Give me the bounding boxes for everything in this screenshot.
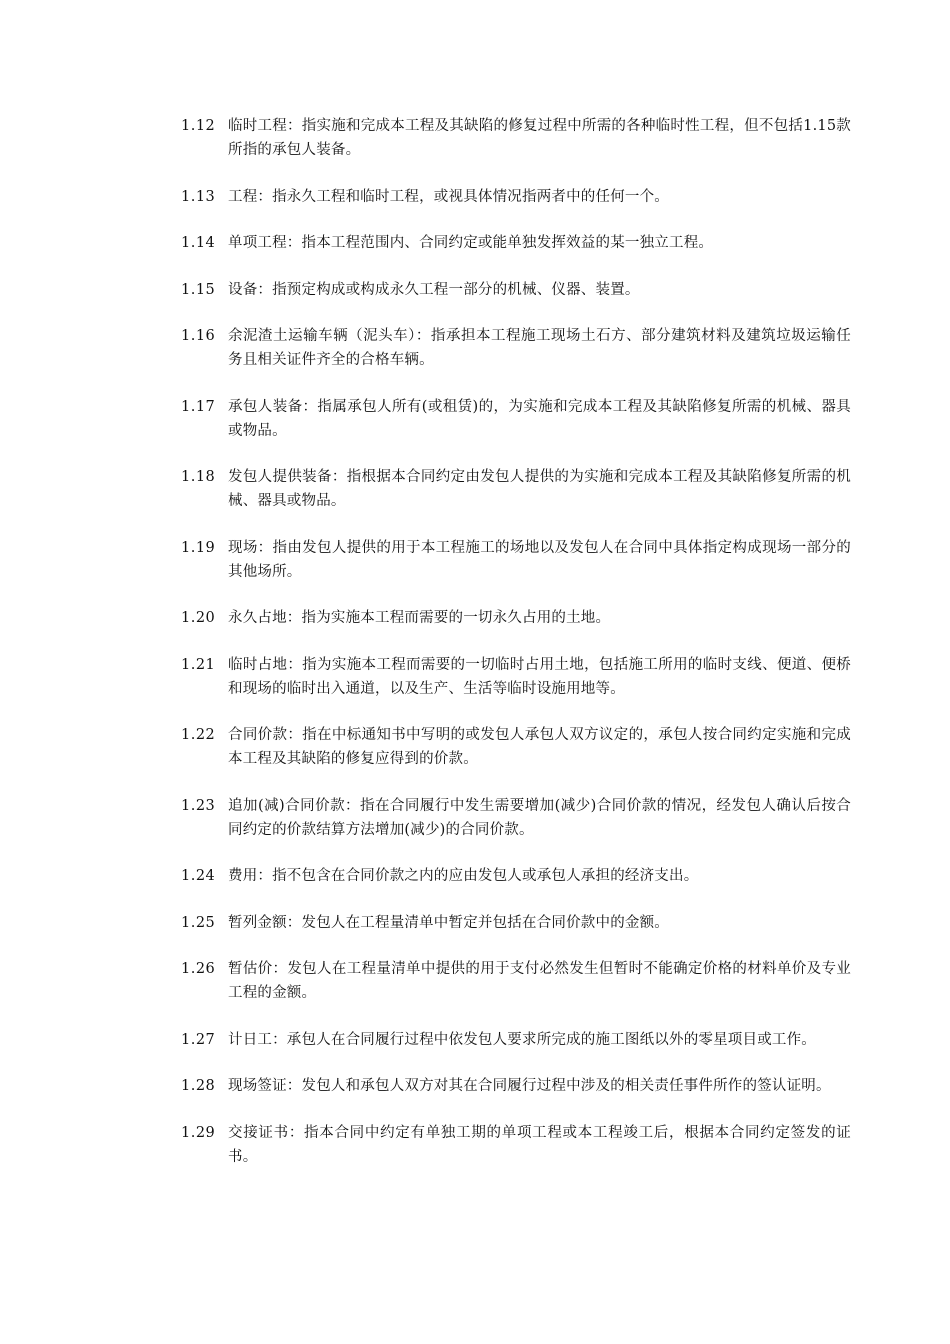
clause-text: 设备：指预定构成或构成永久工程一部分的机械、仪器、装置。	[228, 281, 640, 298]
clause-1-13	[181, 185, 851, 209]
clause-number: 1.25	[181, 914, 216, 931]
clause-text: 计日工：承包人在合同履行过程中依发包人要求所完成的施工图纸以外的零星项目或工作。	[228, 1031, 816, 1048]
clause-1-14	[181, 231, 851, 255]
definitions-list	[181, 114, 851, 1191]
clause-number: 1.21	[181, 656, 216, 673]
clause-text: 承包人装备：指属承包人所有(或租赁)的，为实施和完成本工程及其缺陷修复所需的机械、器具或物品。	[228, 398, 851, 439]
clause-number: 1.18	[181, 469, 216, 485]
clause-number: 1.14	[181, 235, 216, 251]
clause-number: 1.12	[181, 118, 216, 134]
clause-text: 余泥渣土运输车辆（泥头车）：指承担本工程施工现场土石方、部分建筑材料及建筑垃圾运输任务且相关证件齐全的合格车辆。	[228, 328, 851, 368]
clause-number: 1.29	[181, 1124, 216, 1141]
clause-1-21	[181, 653, 851, 701]
clause-text: 临时占地：指为实施本工程而需要的一切临时占用土地，包括施工所用的临时支线、便道、便桥和现场的临时出入通道，以及生产、生活等临时设施用地等。	[228, 656, 851, 697]
clause-text: 发包人提供装备：指根据本合同约定由发包人提供的为实施和完成本工程及其缺陷修复所需的机械、器具或物品。	[228, 469, 851, 509]
clause-text: 临时工程：指实施和完成本工程及其缺陷的修复过程中所需的各种临时性工程，但不包括1.15款所指的承包人装备。	[228, 118, 851, 158]
clause-number: 1.15	[181, 281, 216, 298]
clause-text: 暂列金额：发包人在工程量清单中暂定并包括在合同价款中的金额。	[228, 914, 669, 931]
clause-1-19	[181, 536, 851, 584]
clause-number: 1.20	[181, 610, 216, 626]
clause-1-27	[181, 1028, 851, 1052]
clause-number: 1.26	[181, 961, 216, 977]
clause-text: 现场：指由发包人提供的用于本工程施工的场地以及发包人在合同中具体指定构成现场一部分的其他场所。	[228, 539, 851, 580]
clause-text: 合同价款：指在中标通知书中写明的或发包人承包人双方议定的，承包人按合同约定实施和完成本工程及其缺陷的修复应得到的价款。	[228, 727, 851, 767]
clause-1-20	[181, 606, 851, 630]
clause-text: 交接证书：指本合同中约定有单独工期的单项工程或本工程竣工后，根据本合同约定签发的证书。	[228, 1124, 851, 1165]
clause-number: 1.27	[181, 1031, 216, 1048]
clause-1-16	[181, 324, 851, 372]
clause-text: 永久占地：指为实施本工程而需要的一切永久占用的土地。	[228, 610, 611, 626]
clause-1-17	[181, 395, 851, 443]
clause-number: 1.17	[181, 398, 216, 415]
clause-number: 1.28	[181, 1078, 216, 1094]
clause-1-26	[181, 957, 851, 1005]
clause-1-23	[181, 794, 851, 842]
clause-number: 1.22	[181, 727, 216, 743]
clause-number: 1.16	[181, 328, 216, 344]
clause-number: 1.24	[181, 868, 216, 884]
clause-text: 暂估价：发包人在工程量清单中提供的用于支付必然发生但暂时不能确定价格的材料单价及专业工程的金额。	[228, 961, 851, 1001]
clause-text: 费用：指不包含在合同价款之内的应由发包人或承包人承担的经济支出。	[228, 868, 699, 884]
clause-text: 工程：指永久工程和临时工程，或视具体情况指两者中的任何一个。	[228, 188, 669, 205]
clause-1-28	[181, 1074, 851, 1098]
clause-1-18	[181, 465, 851, 513]
clause-1-24	[181, 864, 851, 888]
clause-text: 单项工程：指本工程范围内、合同约定或能单独发挥效益的某一独立工程。	[228, 235, 714, 251]
clause-text: 追加(减)合同价款：指在合同履行中发生需要增加(减少)合同价款的情况，经发包人确认后按合同约定的价款结算方法增加(减少)的合同价款。	[228, 797, 851, 838]
clause-number: 1.23	[181, 797, 216, 814]
clause-number: 1.19	[181, 539, 216, 556]
clause-1-15	[181, 278, 851, 302]
clause-text: 现场签证：发包人和承包人双方对其在合同履行过程中涉及的相关责任事件所作的签认证明。	[228, 1078, 831, 1094]
clause-1-25	[181, 911, 851, 935]
clause-1-22	[181, 723, 851, 771]
clause-1-12	[181, 114, 851, 162]
clause-number: 1.13	[181, 188, 216, 205]
clause-1-29	[181, 1121, 851, 1169]
